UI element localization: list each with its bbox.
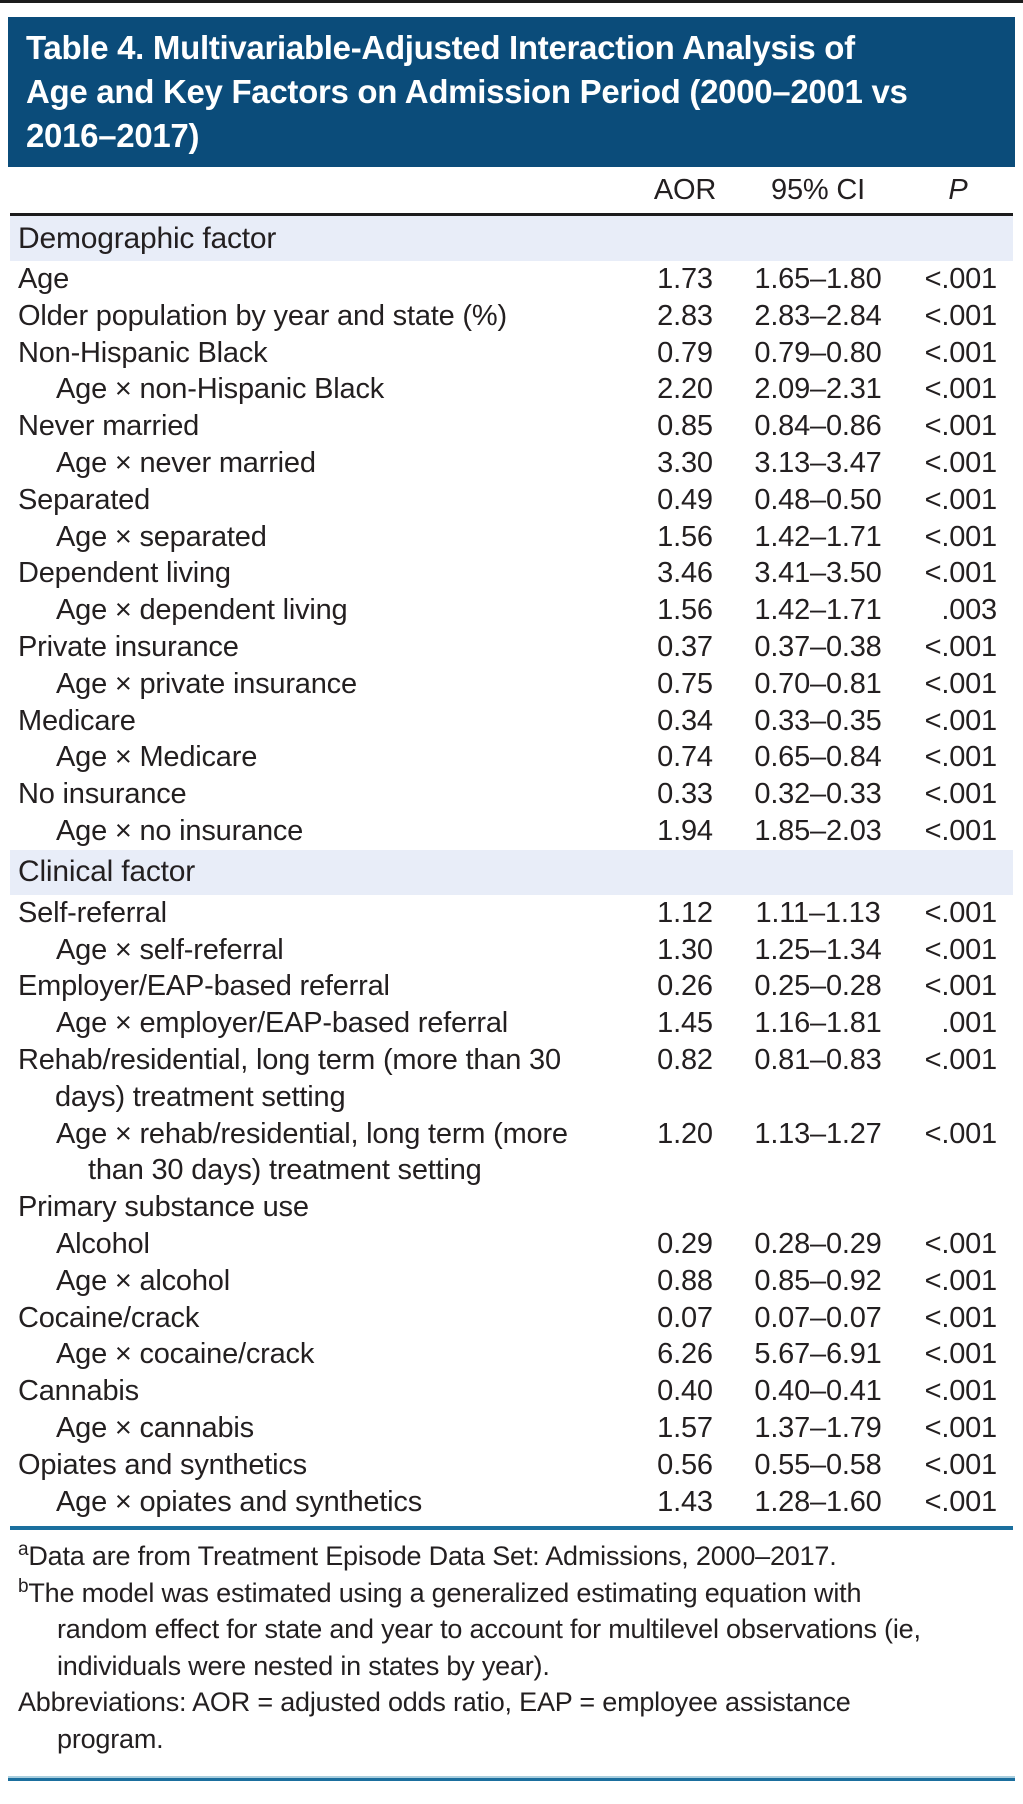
p-value: <.001	[924, 1448, 997, 1481]
factor-label-line: Separated	[18, 483, 151, 516]
top-border-rule	[0, 0, 1023, 3]
factor-label-line: Cocaine/crack	[18, 1301, 200, 1334]
table-row	[10, 555, 1013, 592]
ci-value: 1.13–1.27	[754, 1117, 882, 1150]
table-row	[10, 335, 1013, 372]
factor-label-line: Rehab/residential, long term (more than 30	[18, 1043, 561, 1076]
table-row	[10, 592, 1013, 629]
factor-label-line: days) treatment setting	[55, 1080, 346, 1113]
p-value: <.001	[924, 1043, 997, 1076]
table-row	[10, 1336, 1013, 1373]
footnote-marker: a	[18, 1539, 29, 1561]
table-row	[10, 1263, 1013, 1300]
table-title-line-1: Table 4. Multivariable-Adjusted Interaction Analysis of	[26, 29, 855, 66]
table-row	[10, 519, 1013, 556]
section-label: Clinical factor	[18, 855, 196, 889]
aor-value: 0.34	[657, 704, 713, 737]
page-bottom-rule-dark	[8, 1778, 1015, 1781]
aor-value: 3.46	[657, 557, 713, 590]
table-row	[10, 1116, 1013, 1190]
ci-value: 1.65–1.80	[754, 263, 882, 295]
table-row	[10, 1300, 1013, 1337]
aor-value: 1.12	[657, 896, 713, 929]
ci-value: 0.40–0.41	[754, 1375, 882, 1408]
footnote-text: Data are from Treatment Episode Data Set: Admissions, 2000–2017.	[28, 1541, 837, 1572]
factor-label	[10, 1484, 637, 1521]
aor-value: 1.20	[657, 1117, 713, 1150]
factor-label-line: Dependent living	[18, 557, 231, 590]
col-header-p: P	[948, 173, 968, 206]
table-row	[10, 1042, 1013, 1116]
factor-label	[10, 482, 637, 519]
table-row	[10, 408, 1013, 445]
aor-value: 6.26	[657, 1338, 713, 1371]
table-row	[10, 666, 1013, 703]
ci-value: 0.84–0.86	[754, 410, 882, 443]
factor-label	[10, 739, 637, 776]
aor-value: 1.30	[657, 933, 713, 966]
factor-label	[10, 371, 637, 408]
p-value: <.001	[924, 933, 997, 966]
table-row	[10, 371, 1013, 408]
factor-label-line: Cannabis	[18, 1375, 139, 1408]
footnote-text: The model was estimated using a generalized estimating equation with	[28, 1577, 862, 1608]
table-row	[10, 1226, 1013, 1263]
ci-value: 0.48–0.50	[754, 483, 882, 516]
factor-label-line: Non-Hispanic Black	[18, 336, 268, 369]
table-row	[10, 261, 1013, 298]
factor-label-line: Age × dependent living	[56, 594, 348, 627]
factor-label-line: Primary substance use	[18, 1191, 309, 1224]
table-title-banner	[8, 17, 1015, 167]
section-header	[10, 216, 1013, 261]
aor-value: 0.74	[657, 741, 713, 774]
footnote-line	[10, 1611, 1013, 1648]
ci-value: 5.67–6.91	[754, 1338, 882, 1371]
factor-label	[10, 629, 637, 666]
p-value: <.001	[924, 1264, 997, 1297]
table-row	[10, 703, 1013, 740]
table-row	[10, 1410, 1013, 1447]
page-bottom-rule	[8, 1776, 1015, 1781]
p-value: <.001	[924, 1411, 997, 1444]
table-row	[10, 1447, 1013, 1484]
factor-label	[10, 666, 637, 703]
p-value: <.001	[924, 630, 997, 663]
p-value: <.001	[924, 778, 997, 811]
table-row	[10, 968, 1013, 1005]
ci-value: 0.32–0.33	[754, 778, 882, 811]
ci-value: 1.37–1.79	[754, 1411, 882, 1444]
factor-label-line: Age × no insurance	[56, 814, 304, 847]
factor-label-line: Employer/EAP-based referral	[18, 970, 390, 1003]
factor-label-line: Older population by year and state (%)	[18, 299, 507, 332]
ci-value: 2.83–2.84	[754, 299, 882, 332]
ci-value: 0.65–0.84	[754, 741, 882, 774]
footnote-text: Abbreviations: AOR = adjusted odds ratio, EAP = employee assistance	[18, 1687, 851, 1718]
aor-value: 0.79	[657, 336, 713, 369]
p-value: <.001	[924, 814, 997, 847]
footnote-text: random effect for state and year to account for multilevel observations (ie,	[57, 1614, 921, 1645]
p-value: <.001	[924, 520, 997, 553]
p-value: <.001	[924, 896, 997, 929]
ci-value: 1.28–1.60	[754, 1485, 882, 1518]
table-title-line-2: Age and Key Factors on Admission Period (2000–2001 vs	[26, 73, 908, 110]
table-row	[10, 629, 1013, 666]
footnote-line	[10, 1721, 1013, 1758]
ci-value: 0.33–0.35	[754, 704, 882, 737]
table-row	[10, 776, 1013, 813]
p-value: <.001	[924, 483, 997, 516]
p-value: <.001	[924, 336, 997, 369]
factor-label	[10, 895, 637, 932]
p-value: <.001	[924, 1338, 997, 1371]
factor-label-line: No insurance	[18, 778, 187, 811]
aor-value: 1.45	[657, 1007, 713, 1040]
factor-label-line: Never married	[18, 410, 200, 443]
footnote-marker: b	[18, 1575, 29, 1597]
ci-value: 0.07–0.07	[754, 1301, 882, 1334]
factor-label-line: Age × cannabis	[56, 1411, 254, 1444]
aor-value: 0.49	[657, 483, 713, 516]
footnote-text: individuals were nested in states by year).	[57, 1650, 550, 1681]
footnote-line	[10, 1575, 1013, 1612]
ci-value: 1.11–1.13	[755, 896, 881, 929]
factor-label-line: Self-referral	[18, 896, 167, 929]
factor-label	[10, 1042, 637, 1116]
p-value: .003	[941, 594, 997, 627]
p-value: <.001	[924, 446, 997, 479]
table-row	[10, 482, 1013, 519]
col-header-aor: AOR	[653, 173, 717, 206]
table-row	[10, 813, 1013, 850]
factor-label	[10, 298, 637, 335]
table-subheader-row	[10, 1189, 1013, 1226]
ci-value: 1.16–1.81	[754, 1007, 882, 1040]
aor-value: 0.07	[657, 1301, 713, 1334]
p-value: <.001	[924, 373, 997, 406]
aor-value: 0.40	[657, 1375, 713, 1408]
factor-label	[10, 1226, 637, 1263]
p-value: <.001	[924, 263, 997, 295]
table-row	[10, 1484, 1013, 1521]
table-row	[10, 298, 1013, 335]
ci-value: 0.25–0.28	[754, 970, 882, 1003]
factor-label	[10, 592, 637, 629]
aor-value: 0.37	[657, 630, 713, 663]
factor-label	[10, 1263, 637, 1300]
factor-label-line: than 30 days) treatment setting	[88, 1154, 482, 1187]
factor-label-line: Age × non-Hispanic Black	[56, 373, 385, 406]
table-row	[10, 739, 1013, 776]
ci-value: 0.81–0.83	[754, 1043, 882, 1076]
factor-label	[10, 1410, 637, 1447]
factor-label	[10, 703, 637, 740]
factor-label-line: Opiates and synthetics	[18, 1448, 307, 1481]
table-row	[10, 1373, 1013, 1410]
ci-value: 1.85–2.03	[754, 814, 882, 847]
factor-label-line: Age × alcohol	[56, 1264, 230, 1297]
footnote-text: program.	[57, 1723, 164, 1754]
ci-value: 0.79–0.80	[754, 336, 882, 369]
table-body	[10, 216, 1013, 1520]
p-value: <.001	[924, 741, 997, 774]
ci-value: 1.42–1.71	[754, 520, 882, 553]
footnotes	[10, 1538, 1013, 1757]
p-value: <.001	[924, 1117, 997, 1150]
footnote-line	[10, 1538, 1013, 1575]
p-value: <.001	[924, 557, 997, 590]
p-value: <.001	[924, 1485, 997, 1518]
factor-label-line: Age × separated	[56, 520, 267, 553]
section-label: Demographic factor	[18, 221, 277, 255]
p-value: <.001	[924, 299, 997, 332]
factor-label	[10, 1373, 637, 1410]
aor-value: 1.94	[657, 814, 713, 847]
factor-label-line: Age × private insurance	[56, 667, 357, 700]
factor-label	[10, 968, 637, 1005]
aor-value: 0.88	[657, 1264, 713, 1297]
factor-label-line: Age × employer/EAP-based referral	[56, 1007, 508, 1040]
p-value: <.001	[924, 1301, 997, 1334]
table-content	[10, 167, 1013, 1757]
aor-value: 2.83	[657, 299, 713, 332]
factor-label-line: Age × opiates and synthetics	[56, 1485, 423, 1518]
p-value: <.001	[924, 970, 997, 1003]
factor-label-line: Age × self-referral	[56, 933, 284, 966]
table-row	[10, 895, 1013, 932]
aor-value: 2.20	[657, 373, 713, 406]
ci-value: 0.85–0.92	[754, 1264, 882, 1297]
ci-value: 3.13–3.47	[754, 446, 882, 479]
factor-label-line: Age	[18, 263, 69, 295]
section-header	[10, 850, 1013, 895]
p-value: <.001	[924, 410, 997, 443]
factor-label	[10, 932, 637, 969]
factor-label	[10, 445, 637, 482]
factor-label-line: Age × rehab/residential, long term (more	[56, 1117, 568, 1150]
factor-label	[10, 776, 637, 813]
p-value: .001	[941, 1007, 997, 1040]
ci-value: 0.70–0.81	[754, 667, 882, 700]
table-row	[10, 1005, 1013, 1042]
p-value: <.001	[924, 704, 997, 737]
ci-value: 3.41–3.50	[754, 557, 882, 590]
aor-value: 0.29	[657, 1227, 713, 1260]
factor-label	[10, 1336, 637, 1373]
table-title-line-3: 2016–2017)	[26, 117, 200, 154]
aor-value: 0.75	[657, 667, 713, 700]
factor-label	[10, 335, 637, 372]
aor-value: 0.26	[657, 970, 713, 1003]
p-value: <.001	[924, 1227, 997, 1260]
factor-label	[10, 408, 637, 445]
factor-label	[10, 1189, 637, 1226]
factor-label	[10, 1447, 637, 1484]
factor-label	[10, 813, 637, 850]
factor-label-line: Age × never married	[56, 446, 316, 479]
table-row	[10, 445, 1013, 482]
column-header-row	[10, 167, 1013, 213]
p-value: <.001	[924, 1375, 997, 1408]
factor-label	[10, 1005, 637, 1042]
factor-label-line: Alcohol	[56, 1227, 150, 1260]
aor-value: 0.33	[657, 778, 713, 811]
ci-value: 0.55–0.58	[754, 1448, 882, 1481]
factor-label-line: Age × Medicare	[56, 741, 258, 774]
footnote-line	[10, 1648, 1013, 1685]
factor-label	[10, 519, 637, 556]
aor-value: 0.82	[657, 1043, 713, 1076]
aor-value: 1.57	[657, 1411, 713, 1444]
factor-label-line: Age × cocaine/crack	[56, 1338, 315, 1371]
factor-label	[10, 555, 637, 592]
aor-value: 1.43	[657, 1485, 713, 1518]
aor-value: 3.30	[657, 446, 713, 479]
ci-value: 1.25–1.34	[754, 933, 882, 966]
aor-value: 1.56	[657, 594, 713, 627]
aor-value: 0.85	[657, 410, 713, 443]
footnote-line	[10, 1684, 1013, 1721]
factor-label	[10, 261, 637, 298]
table-row	[10, 932, 1013, 969]
ci-value: 0.28–0.29	[754, 1227, 882, 1260]
factor-label-line: Private insurance	[18, 630, 239, 663]
factor-label	[10, 1116, 637, 1190]
factor-label	[10, 1300, 637, 1337]
aor-value: 1.56	[657, 520, 713, 553]
aor-value: 1.73	[657, 263, 713, 295]
factor-label-line: Medicare	[18, 704, 136, 737]
ci-value: 0.37–0.38	[754, 630, 882, 663]
col-header-ci: 95% CI	[771, 173, 865, 206]
ci-value: 1.42–1.71	[754, 594, 882, 627]
ci-value: 2.09–2.31	[754, 373, 882, 406]
table-bottom-rule	[10, 1526, 1013, 1530]
aor-value: 0.56	[657, 1448, 713, 1481]
p-value: <.001	[924, 667, 997, 700]
